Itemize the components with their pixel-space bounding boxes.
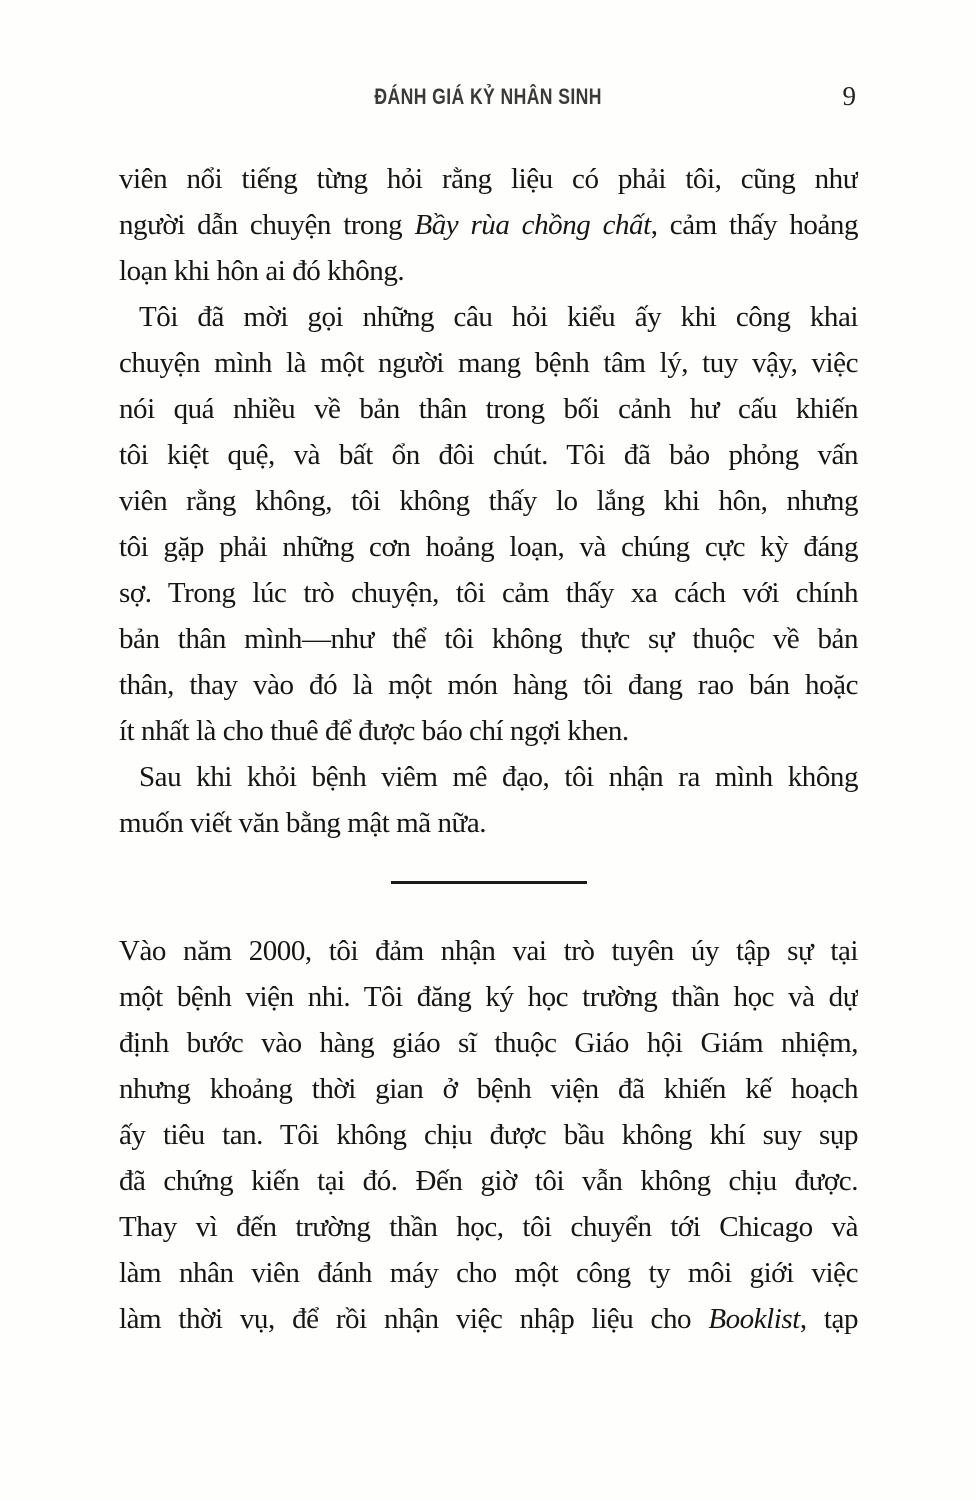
text-line [119,754,858,800]
text-line [119,974,858,1020]
text-segment: , tạp [799,1303,858,1335]
text-line [119,616,858,662]
text-segment: sợ. Trong lúc trò chuyện, tôi cảm thấy xa cách với chính [119,577,858,609]
text-line [119,662,858,708]
text-segment: Thay vì đến trường thần học, tôi chuyển tới Chicago và [119,1211,858,1243]
text-line [119,478,858,524]
text-segment: bản thân mình—như thể tôi không thực sự thuộc về bản [119,623,858,655]
running-title: ĐÁNH GIÁ KỶ NHÂN SINH [374,84,603,109]
paragraph [119,928,858,1342]
text-line [119,570,858,616]
italic-text: Booklist [708,1303,800,1335]
page-header [119,81,858,118]
text-line [119,294,858,340]
text-line [119,432,858,478]
text-segment: nói quá nhiều về bản thân trong bối cảnh hư cấu khiến [119,393,858,425]
italic-text: Bầy rùa chồng chất [414,209,651,241]
text-line [119,248,858,294]
text-segment: người dẫn chuyện trong [119,209,415,241]
text-line [119,202,858,248]
paragraph [119,294,858,754]
paragraph [119,156,858,294]
text-segment: viên rằng không, tôi không thấy lo lắng khi hôn, nhưng [119,485,858,517]
text-segment: tôi kiệt quệ, và bất ổn đôi chút. Tôi đã bảo phỏng vấn [119,439,858,471]
text-segment: Vào năm 2000, tôi đảm nhận vai trò tuyên úy tập sự tại [119,935,858,967]
text-segment: Tôi đã mời gọi những câu hỏi kiểu ấy khi công khai [139,301,858,333]
text-block [119,156,858,1342]
text-segment: viên nổi tiếng từng hỏi rằng liệu có phải tôi, cũng như [119,163,858,195]
text-segment: định bước vào hàng giáo sĩ thuộc Giáo hội Giám nhiệm, [119,1027,858,1059]
text-line [119,156,858,202]
text-segment: thân, thay vào đó là một món hàng tôi đang rao bán hoặc [119,669,858,701]
section-divider [391,881,587,884]
text-line [119,340,858,386]
text-segment: một bệnh viện nhi. Tôi đăng ký học trường thần học và dự [119,981,858,1013]
text-line [119,708,858,754]
text-line [119,800,858,846]
text-line [119,524,858,570]
text-segment: muốn viết văn bằng mật mã nữa. [119,807,487,839]
text-line [119,1296,858,1342]
text-segment: tôi gặp phải những cơn hoảng loạn, và chúng cực kỳ đáng [119,531,858,563]
text-segment: chuyện mình là một người mang bệnh tâm lý, tuy vậy, việc [119,347,858,379]
text-segment: ấy tiêu tan. Tôi không chịu được bầu không khí suy sụp [119,1119,858,1151]
text-line [119,1112,858,1158]
text-line [119,1158,858,1204]
text-segment: Sau khi khỏi bệnh viêm mê đạo, tôi nhận ra mình không [139,761,858,793]
text-line [119,1066,858,1112]
text-line [119,1204,858,1250]
text-segment: nhưng khoảng thời gian ở bệnh viện đã khiến kế hoạch [119,1073,858,1105]
text-segment: đã chứng kiến tại đó. Đến giờ tôi vẫn không chịu được. [119,1165,858,1197]
text-segment: làm nhân viên đánh máy cho một công ty môi giới việc [119,1257,858,1289]
text-line [119,1250,858,1296]
text-segment: làm thời vụ, để rồi nhận việc nhập liệu cho [119,1303,709,1335]
paragraph [119,754,858,846]
text-line [119,1020,858,1066]
text-segment: ít nhất là cho thuê để được báo chí ngợi khen. [119,715,629,747]
text-segment: loạn khi hôn ai đó không. [119,255,405,287]
text-line [119,386,858,432]
text-segment: , cảm thấy hoảng [650,209,858,241]
text-line [119,928,858,974]
page-number: 9 [842,81,856,111]
